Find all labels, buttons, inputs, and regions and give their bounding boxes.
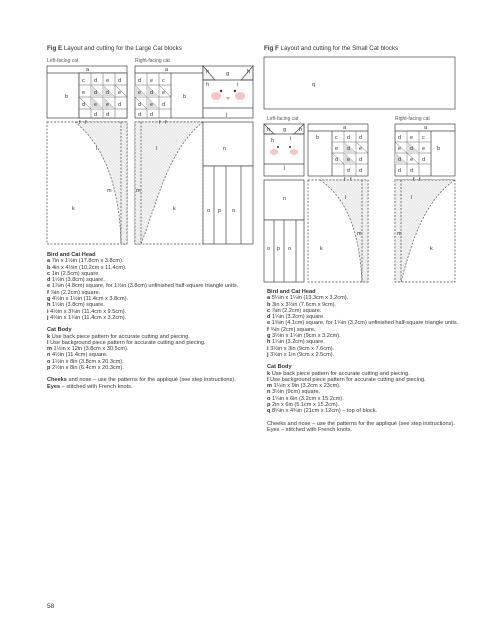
- svg-text:d: d: [398, 135, 402, 141]
- svg-text:e: e: [106, 78, 110, 84]
- svg-text:d: d: [410, 146, 414, 152]
- svg-text:p: p: [277, 246, 281, 252]
- svg-text:l: l: [411, 195, 413, 201]
- svg-text:m: m: [397, 231, 402, 237]
- svg-text:e: e: [398, 146, 402, 152]
- svg-text:f: f: [79, 120, 81, 126]
- large-head-item-b: b 4in x 4½in (10.2cm x 11.4cm).: [47, 264, 127, 271]
- fig-f-title: Fig F Layout and cutting for the Small Cat blocks: [264, 45, 399, 52]
- large-head-item-a: a 7in x 1½in (17.8cm x 3.8cm).: [47, 258, 124, 265]
- svg-text:l: l: [156, 146, 158, 152]
- svg-text:e: e: [347, 157, 351, 163]
- small-head-item-h: h 1¼in (3.2cm) square.: [267, 339, 325, 346]
- large-body-title: Cat Body: [47, 327, 72, 334]
- svg-text:e: e: [150, 102, 154, 108]
- large-nop-panels: [203, 122, 253, 244]
- svg-text:e: e: [138, 90, 142, 96]
- large-head-item-g: g 4½in x 1½in (11.4cm x 3.8cm).: [47, 296, 129, 303]
- svg-text:e: e: [335, 146, 339, 152]
- svg-text:d: d: [410, 168, 414, 174]
- svg-text:h: h: [206, 69, 210, 75]
- fig-e-left-label: Left-facing cat: [47, 58, 79, 64]
- svg-text:f: f: [413, 177, 415, 183]
- large-head-item-c: c 1in (2.5cm) square.: [47, 270, 100, 277]
- svg-text:e: e: [94, 102, 98, 108]
- large-body-item-k: k Use back piece pattern for accurate cutting and piecing.: [47, 333, 190, 340]
- svg-text:h: h: [267, 127, 271, 133]
- large-head-title: Bird and Cat Head: [47, 252, 96, 258]
- small-head-item-i: i 3½in x 3in (9cm x 7.6cm).: [267, 345, 335, 352]
- svg-text:m: m: [136, 188, 141, 194]
- large-head-item-h: h 1½in (3.8cm) square.: [47, 302, 105, 309]
- svg-text:h: h: [299, 127, 303, 133]
- small-head-item-d: d 1¼in (3.2cm) square.: [267, 314, 325, 321]
- small-body-item-n: n 3½in (9cm) square.: [267, 389, 321, 396]
- svg-text:d: d: [82, 102, 86, 108]
- small-body-item-p: p 2in x 6in (5.1cm x 15.2cm).: [267, 402, 340, 409]
- svg-text:g: g: [283, 127, 287, 133]
- svg-text:e: e: [150, 78, 154, 84]
- svg-text:m: m: [357, 231, 362, 237]
- svg-text:d: d: [138, 78, 142, 84]
- svg-text:d: d: [359, 157, 363, 163]
- svg-text:c: c: [335, 135, 338, 141]
- large-body-item-o: o 1½in x 8in (3.8cm x 20.3cm).: [47, 358, 124, 365]
- svg-text:f: f: [350, 177, 352, 183]
- svg-text:k: k: [72, 206, 75, 212]
- svg-text:e: e: [410, 157, 414, 163]
- svg-text:d: d: [335, 157, 339, 163]
- small-head-item-b: b 3in x 3½in (7.6cm x 9cm).: [267, 301, 337, 308]
- svg-text:d: d: [118, 102, 122, 108]
- svg-text:n: n: [223, 146, 227, 152]
- svg-text:e: e: [82, 90, 86, 96]
- svg-text:c: c: [422, 135, 425, 141]
- svg-text:o: o: [207, 208, 211, 214]
- large-body-item-l: l Use background piece pattern for accurate cutting and piecing.: [47, 339, 206, 346]
- svg-text:f: f: [159, 120, 161, 126]
- small-right-body: [395, 180, 455, 282]
- svg-text:a: a: [165, 67, 169, 73]
- svg-text:i: i: [237, 82, 239, 88]
- large-head-item-f: f ⅞in (2.2cm) square.: [47, 289, 101, 296]
- page-number: 58: [47, 603, 55, 610]
- small-cutting-list: [267, 289, 462, 433]
- small-body-item-o: o 1¼in x 6in (3.2cm x 15.2cm).: [267, 395, 344, 402]
- svg-text:a: a: [424, 125, 428, 131]
- fig-e-title: Fig E Layout and cutting for the Large Cat blocks: [47, 45, 182, 52]
- svg-text:d: d: [106, 112, 110, 118]
- svg-text:e: e: [410, 135, 414, 141]
- svg-text:d: d: [118, 78, 122, 84]
- small-cheeks-note: Cheeks and nose – use the patterns for the appliqué (see step instructions).: [267, 420, 455, 427]
- svg-text:d: d: [162, 102, 166, 108]
- svg-text:j: j: [226, 112, 228, 118]
- svg-text:d: d: [347, 135, 351, 141]
- small-head-item-c: c ⅞in (2.2cm) square.: [267, 307, 322, 314]
- svg-text:h: h: [247, 69, 251, 75]
- svg-text:d: d: [94, 78, 98, 84]
- svg-text:d: d: [150, 112, 154, 118]
- large-body-item-m: m 1½in x 12in (3.8cm x 30.5cm).: [47, 346, 129, 353]
- fig-f-left-label: Left-facing cat: [267, 116, 299, 122]
- large-head-item-j: j 4½in x 1¼in (11.4cm x 3.2cm).: [47, 314, 127, 321]
- svg-text:f: f: [165, 120, 167, 126]
- svg-text:a: a: [86, 67, 90, 73]
- svg-text:h: h: [271, 138, 275, 144]
- svg-text:b: b: [65, 94, 69, 100]
- svg-text:d: d: [422, 157, 426, 163]
- large-head-item-e: e 1⅞in (4.8cm) square, for 1½in (3.8cm) unfinished half-square triangle units.: [47, 283, 239, 290]
- small-body-item-m: m 1¼in x 9in (3.2cm x 23cm).: [267, 383, 341, 390]
- fig-f-right-label: Right-facing cat: [395, 116, 430, 122]
- svg-text:g: g: [226, 71, 230, 77]
- small-body-title: Cat Body: [267, 364, 292, 371]
- svg-text:d: d: [106, 90, 110, 96]
- svg-text:l: l: [345, 195, 347, 201]
- svg-text:b: b: [316, 135, 320, 141]
- svg-text:k: k: [320, 246, 323, 252]
- svg-text:b: b: [183, 94, 187, 100]
- large-head-item-i: i 4½in x 3¾in (11.4cm x 9.5cm).: [47, 308, 127, 315]
- svg-text:d: d: [94, 90, 98, 96]
- svg-text:d: d: [138, 102, 142, 108]
- small-head-item-a: a 5¼in x 1¼in (13.3cm x 3.2cm).: [267, 295, 349, 302]
- svg-text:k: k: [173, 206, 176, 212]
- large-left-head: [47, 66, 127, 118]
- svg-text:e: e: [106, 102, 110, 108]
- svg-text:e: e: [118, 90, 122, 96]
- small-body-item-k: k Use back piece pattern for accurate cutting and piecing.: [267, 370, 410, 377]
- large-body-item-p: p 2½in x 8in (6.4cm x 20.3cm).: [47, 365, 124, 372]
- svg-text:p: p: [218, 208, 222, 214]
- large-body-item-n: n 4½in (11.4cm) square.: [47, 352, 108, 359]
- large-cutting-list: [47, 252, 247, 390]
- svg-text:l: l: [96, 146, 98, 152]
- svg-text:d: d: [347, 146, 351, 152]
- svg-text:d: d: [398, 168, 402, 174]
- svg-text:d: d: [398, 157, 402, 163]
- large-left-body: [47, 122, 127, 244]
- svg-text:k: k: [430, 246, 433, 252]
- svg-text:q: q: [312, 82, 316, 88]
- svg-text:f: f: [419, 177, 421, 183]
- small-head-item-f: f ¾in (2cm) square.: [267, 326, 316, 333]
- large-cheeks-note: Cheeks and nose – use the patterns for the appliqué (see step instructions).: [47, 377, 236, 384]
- small-body-item-l: l Use background piece pattern for accurate cutting and piecing.: [267, 376, 426, 383]
- svg-text:f: f: [344, 177, 346, 183]
- svg-text:d: d: [359, 135, 363, 141]
- svg-text:o: o: [288, 246, 292, 252]
- svg-text:c: c: [162, 78, 165, 84]
- svg-text:o: o: [267, 246, 271, 252]
- svg-text:b: b: [437, 146, 441, 152]
- svg-text:f: f: [85, 120, 87, 126]
- small-head-item-g: g 3½in x 1¼in (9cm x 3.2cm).: [267, 333, 341, 340]
- svg-text:d: d: [150, 90, 154, 96]
- svg-text:i: i: [290, 136, 292, 142]
- svg-text:n: n: [283, 196, 287, 202]
- svg-text:d: d: [347, 168, 351, 174]
- svg-text:h: h: [206, 82, 210, 88]
- svg-text:a: a: [343, 125, 347, 131]
- svg-text:e: e: [162, 90, 166, 96]
- svg-text:o: o: [232, 208, 236, 214]
- small-eyes-note: Eyes – stitched with French knots.: [267, 426, 352, 433]
- svg-text:d: d: [359, 168, 363, 174]
- large-right-head: [135, 66, 203, 118]
- svg-text:m: m: [107, 188, 112, 194]
- svg-text:d: d: [138, 112, 142, 118]
- small-body-item-q: q 8¼in x 4¾in (21cm x 12cm) – top of block.: [267, 408, 378, 415]
- small-head-item-j: j 3½in x 1in (9cm x 2.5cm).: [267, 351, 335, 358]
- small-head-title: Bird and Cat Head: [267, 289, 316, 295]
- large-head-item-d: d 1½in (3.8cm) square.: [47, 277, 105, 284]
- small-head-item-e: e 1⅝in (4.1cm) square, for 1¼in (3.2cm) unfinished half-square triangle units.: [267, 320, 459, 327]
- svg-text:d: d: [94, 112, 98, 118]
- svg-text:e: e: [422, 146, 426, 152]
- svg-text:c: c: [82, 78, 85, 84]
- svg-text:j: j: [284, 165, 286, 171]
- small-q-block: [264, 57, 455, 109]
- svg-text:e: e: [359, 146, 363, 152]
- fig-e-right-label: Right-facing cat: [135, 58, 170, 64]
- large-right-body: [135, 122, 203, 244]
- large-eyes-note: Eyes – stitched with French knots.: [47, 383, 133, 390]
